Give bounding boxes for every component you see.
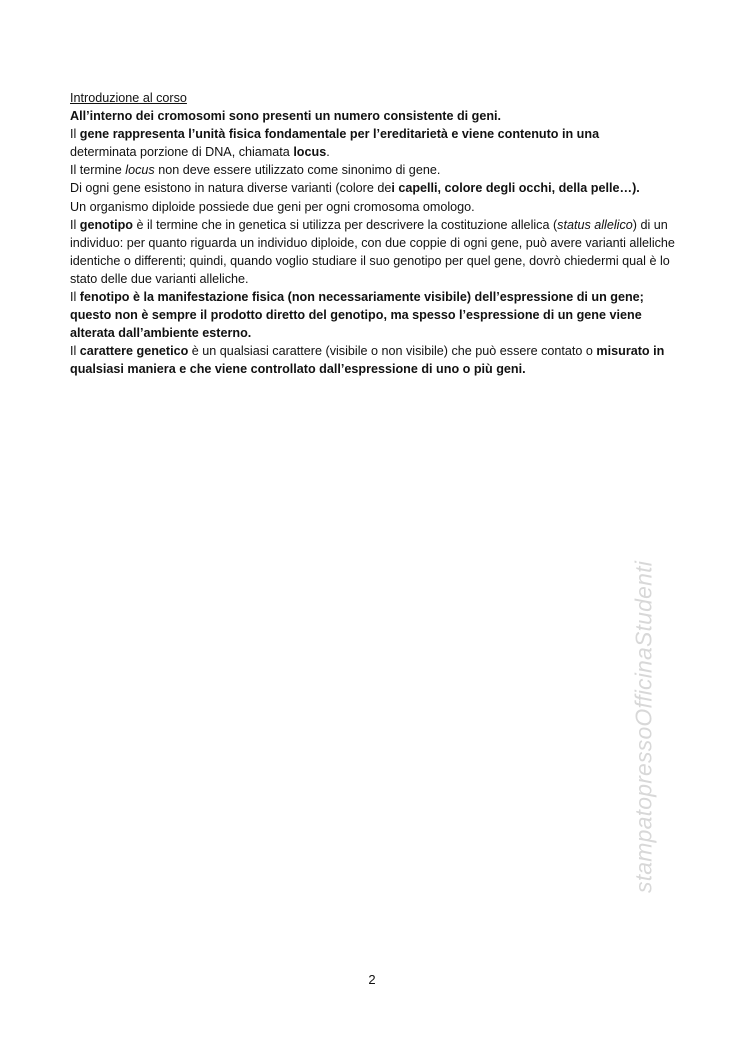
term-carattere-genetico: carattere genetico [79, 344, 189, 359]
term-locus: locus [293, 145, 327, 160]
watermark: stampatopressoOfficinaStudenti [630, 560, 657, 894]
text-run: All’interno dei cromosomi sono presenti un numero consistente di geni. [70, 109, 502, 124]
term-genotipo: genotipo [79, 217, 133, 232]
paragraph-genetic-trait [70, 342, 680, 378]
text-run: è un qualsiasi carattere (visibile o non visibile) che può essere contato o [188, 344, 597, 359]
text-run: ) di un individuo: per quanto riguarda un individuo diploide, con due coppie di ogni gene, può avere varianti alleliche identiche o differenti; quindi, quando voglio studiare il suo genotipo per quel gene, dovrò chiedermi qual è lo stato delle due varianti alleliche. [70, 217, 675, 286]
variant-examples: i capelli, colore degli occhi, della pelle…). [391, 181, 640, 196]
text-run: Il [70, 290, 80, 305]
text-run: Il termine [70, 163, 126, 178]
term-gene: gene rappresenta l’unità fisica fondamentale per l’ereditarietà e viene contenuto in una [79, 127, 600, 142]
term-locus-italic: locus [125, 163, 155, 178]
paragraph-genotype [70, 216, 680, 288]
text-run: Il [70, 217, 80, 232]
term-fenotipo: fenotipo è la manifestazione fisica (non necessariamente visibile) dell’espressione di un gene; questo non è sempre il prodotto diretto del genotipo, ma spesso l’espressione di un gene viene alterata dall’ambiente esterno. [70, 290, 644, 341]
text-run: Il [70, 344, 80, 359]
paragraph-gene [70, 125, 680, 161]
paragraph-chromosomes [70, 107, 680, 125]
text-run: Il [70, 127, 80, 142]
section-heading: Introduzione al corso [70, 91, 187, 105]
page-number: 2 [368, 972, 376, 987]
text-run: Un organismo diploide possiede due geni per ogni cromosoma omologo. [70, 199, 475, 214]
text-run: è il termine che in genetica si utilizza per descrivere la costituzione allelica ( [132, 217, 558, 232]
trait-definition-bold: misurato in qualsiasi maniera e che viene controllato dall’espressione di uno o più geni. [70, 344, 665, 377]
text-run: . [326, 145, 330, 160]
paragraph-variants [70, 179, 680, 197]
paragraph-locus-term [70, 161, 680, 179]
paragraph-phenotype [70, 288, 680, 342]
text-run: Di ogni gene esistono in natura diverse varianti (colore de [70, 181, 392, 196]
text-run: determinata porzione di DNA, chiamata [70, 145, 294, 160]
paragraph-diploid [70, 198, 680, 216]
document-body [70, 89, 680, 379]
text-run: non deve essere utilizzato come sinonimo di gene. [154, 163, 441, 178]
term-status-allelico: status allelico [557, 217, 633, 232]
